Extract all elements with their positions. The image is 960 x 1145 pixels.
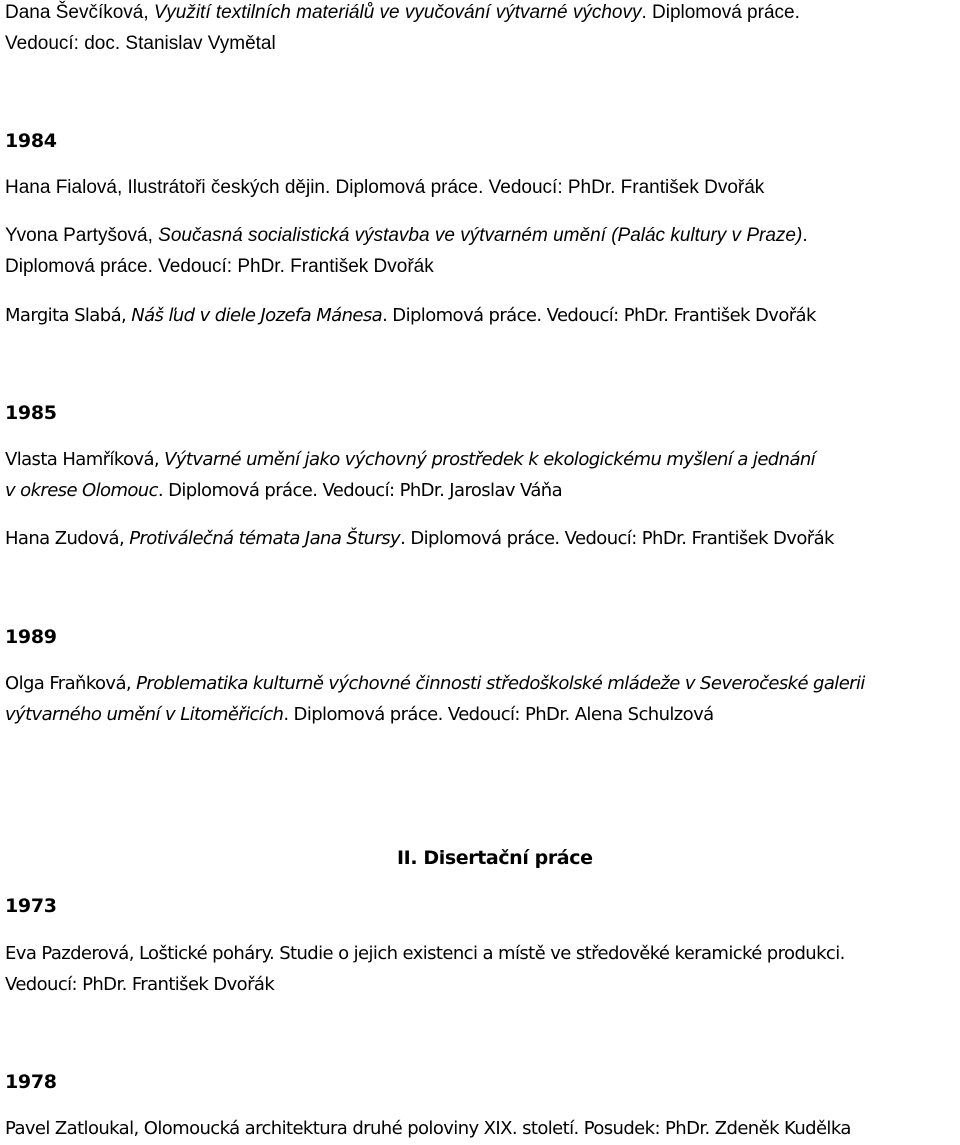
- section-heading-dissertations: II. Disertační práce: [397, 847, 593, 869]
- thesis-meta: . Diplomová práce.: [641, 2, 800, 23]
- thesis-entry: [5, 528, 834, 549]
- thesis-meta: .: [802, 225, 808, 246]
- thesis-meta: . Diplomová práce. Vedoucí: PhDr. František Dvořák: [382, 305, 816, 326]
- author: Dana Ševčíková,: [5, 2, 154, 23]
- year-heading-1984: 1984: [5, 130, 57, 152]
- thesis-supervisor: Diplomová práce. Vedoucí: PhDr. František Dvořák: [5, 256, 434, 277]
- year-heading-1989: 1989: [5, 626, 57, 648]
- thesis-title: Náš ľud v diele Jozefa Mánesa: [131, 305, 383, 326]
- thesis-entry: Pavel Zatloukal, Olomoucká architektura druhé poloviny XIX. století. Posudek: PhDr. Zdeněk Kudělka: [5, 1118, 851, 1139]
- thesis-entry: [5, 305, 816, 326]
- thesis-entry: [5, 673, 865, 694]
- year-heading-1978: 1978: [5, 1071, 57, 1093]
- thesis-meta: . Diplomová práce. Vedoucí: PhDr. Alena Schulzová: [283, 704, 714, 725]
- author: Olga Fraňková,: [5, 673, 137, 694]
- thesis-meta: . Diplomová práce. Vedoucí: PhDr. Jaroslav Váňa: [157, 480, 563, 501]
- thesis-entry: Eva Pazderová, Loštické poháry. Studie o jejich existenci a místě ve středověké keramické produkci.: [5, 943, 845, 964]
- year-heading-1985: 1985: [5, 402, 57, 424]
- thesis-supervisor: Vedoucí: PhDr. František Dvořák: [5, 974, 275, 995]
- thesis-title: Výtvarné umění jako výchovný prostředek k ekologickému myšlení a jednání: [164, 449, 816, 470]
- thesis-title: v okrese Olomouc: [5, 480, 158, 501]
- thesis-entry: [5, 449, 815, 470]
- thesis-title: Současná socialistická výstavba ve výtvarném umění (Palác kultury v Praze): [158, 225, 803, 246]
- thesis-entry: [5, 2, 800, 24]
- thesis-title: Protiválečná témata Jana Štursy: [129, 528, 401, 549]
- author: Yvona Partyšová,: [5, 225, 159, 246]
- thesis-entry: Hana Fialová, Ilustrátoři českých dějin. Diplomová práce. Vedoucí: PhDr. František Dvořák: [5, 177, 765, 198]
- thesis-title: výtvarného umění v Litoměřicích: [5, 704, 284, 725]
- author: Hana Zudová,: [5, 528, 130, 549]
- author: Vlasta Hamříková,: [5, 449, 165, 470]
- thesis-supervisor: Vedoucí: doc. Stanislav Vymětal: [5, 33, 276, 54]
- thesis-meta: . Diplomová práce. Vedoucí: PhDr. František Dvořák: [400, 528, 834, 549]
- thesis-entry: [5, 225, 808, 247]
- thesis-title: Problematika kulturně výchovné činnosti středoškolské mládeže v Severočeské galerii: [136, 673, 865, 694]
- author: Margita Slabá,: [5, 305, 132, 326]
- year-heading-1973: 1973: [5, 895, 57, 917]
- thesis-entry-continued: [5, 704, 714, 725]
- thesis-title: Využití textilních materiálů ve vyučování výtvarné výchovy: [153, 2, 642, 23]
- thesis-entry-continued: [5, 480, 562, 501]
